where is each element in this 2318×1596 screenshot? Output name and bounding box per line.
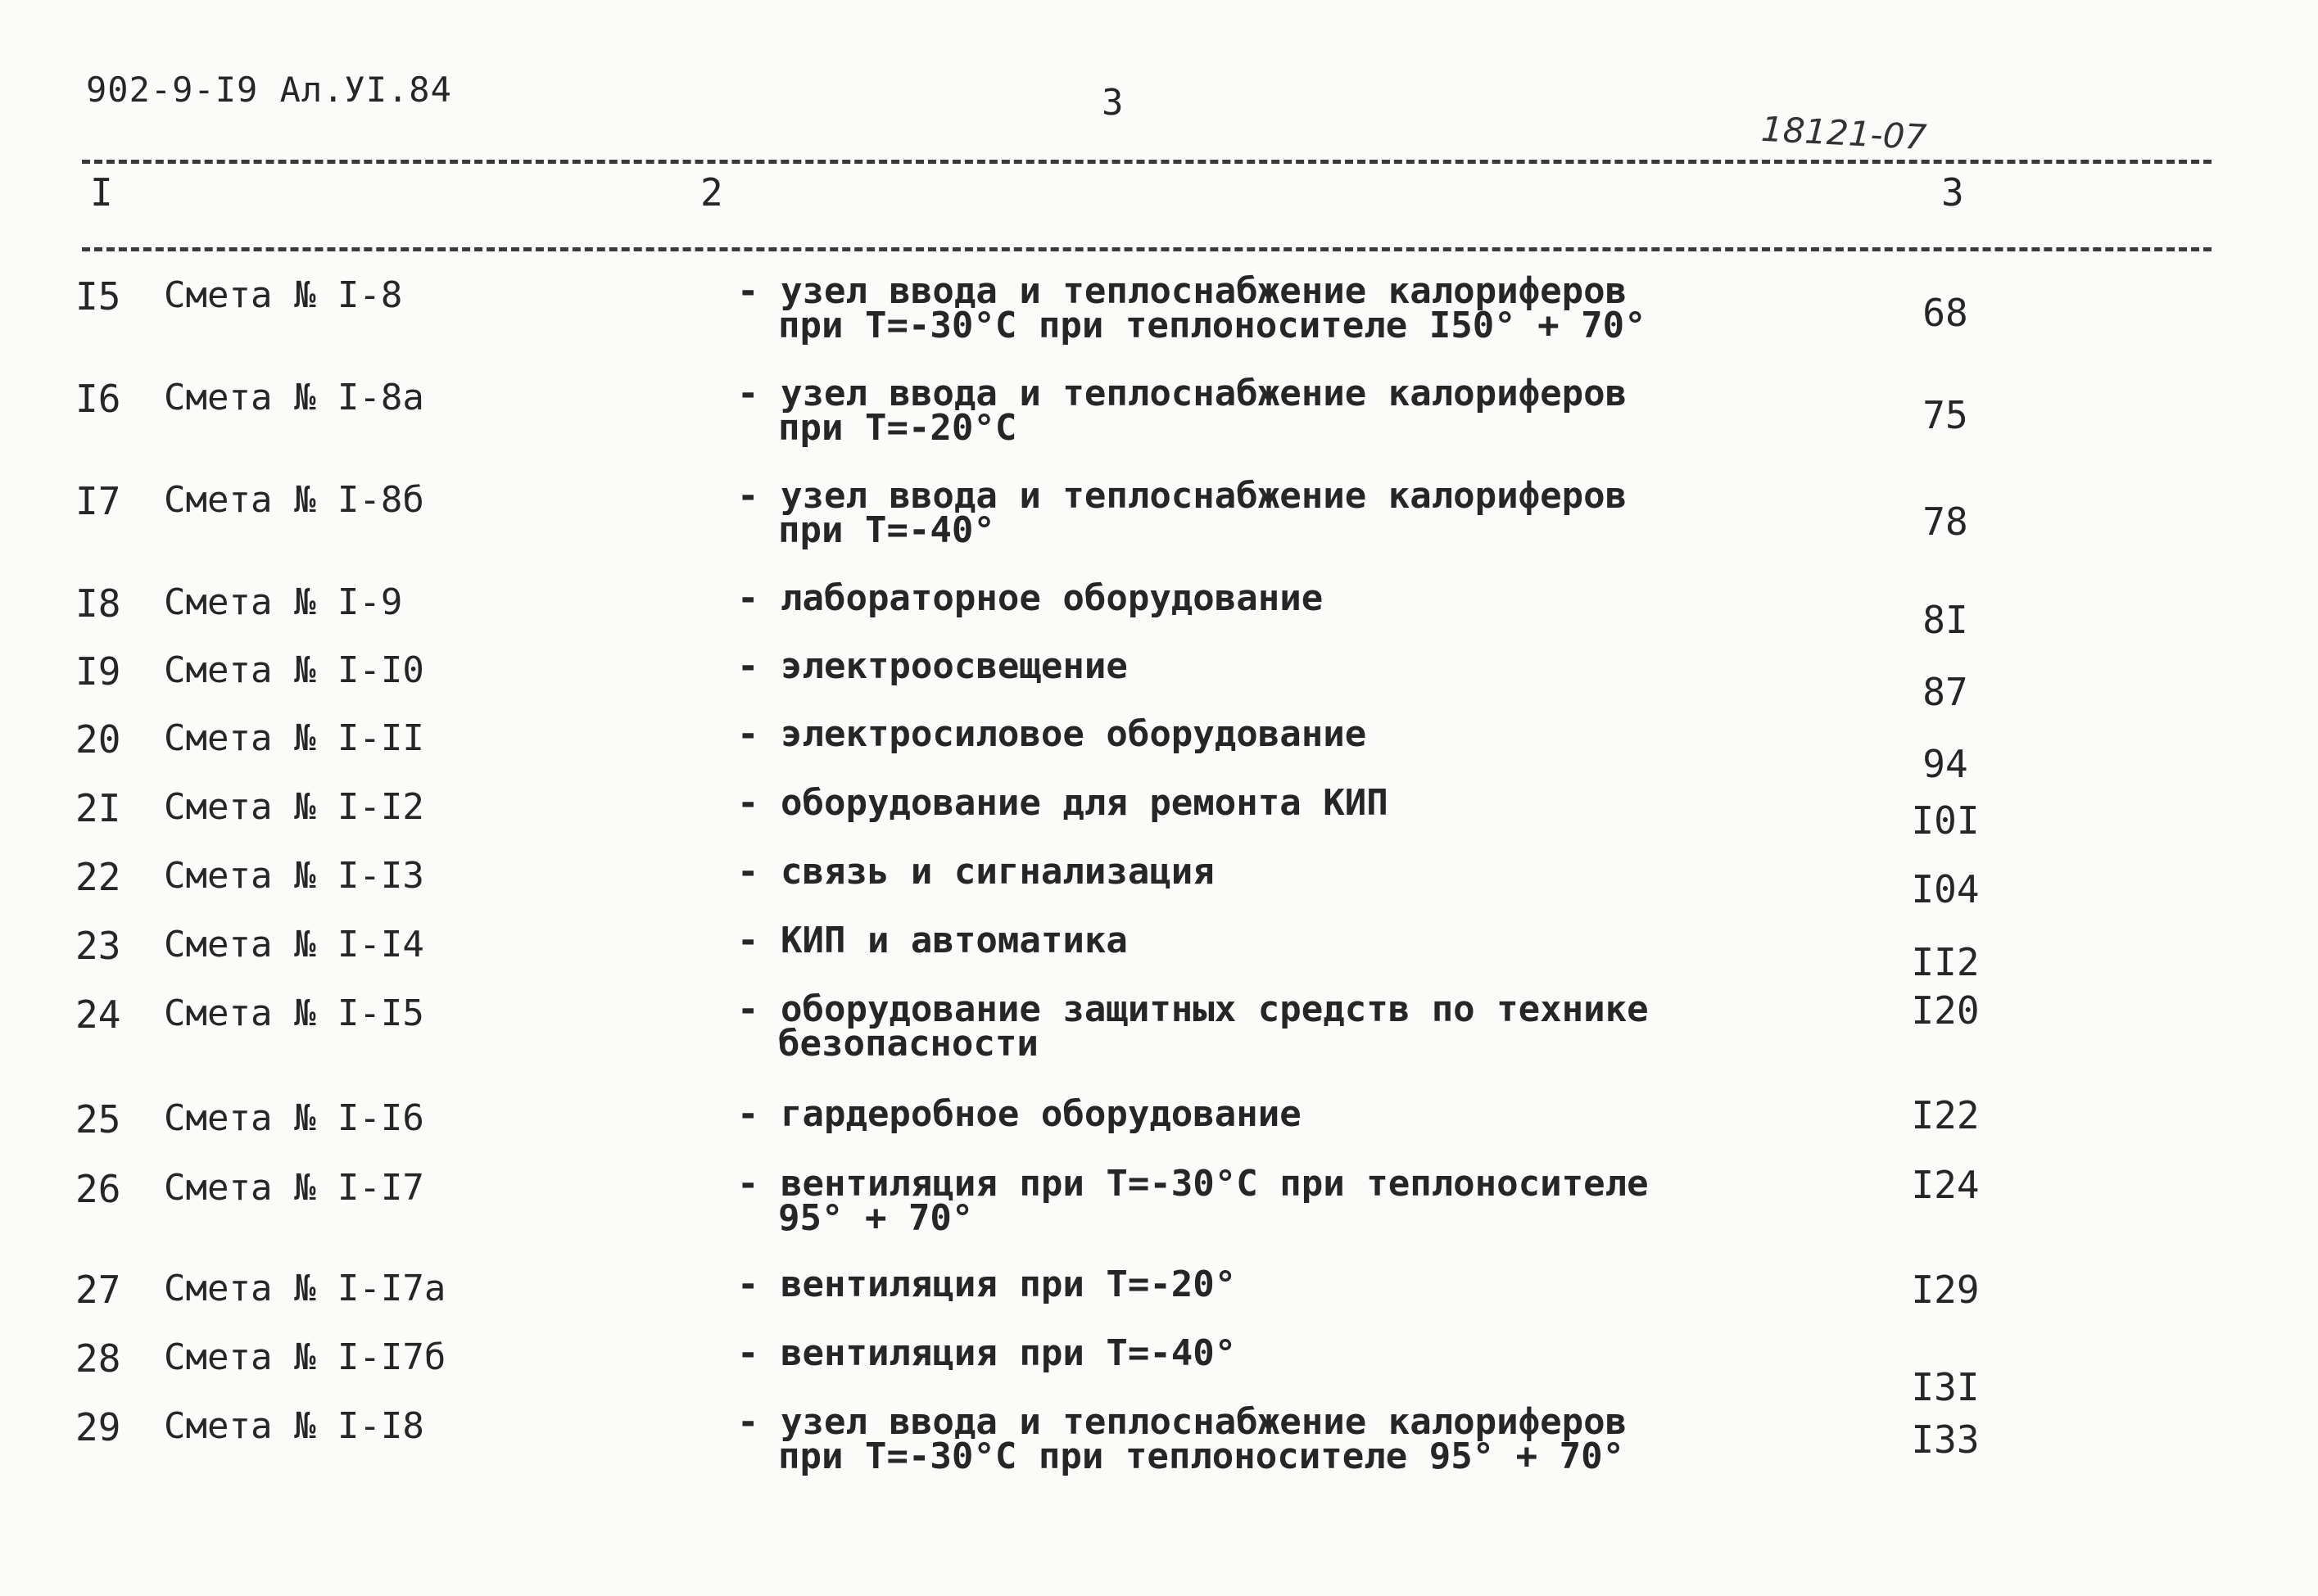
row-description	[737, 851, 1215, 893]
row-number: 26	[75, 1167, 121, 1211]
row-number: I8	[75, 581, 121, 626]
page-reference: I0I	[1911, 798, 1980, 843]
header-dashed-rule	[82, 247, 2212, 251]
row-number: 20	[75, 717, 121, 762]
row-description	[737, 988, 1649, 1065]
row-description	[737, 270, 1646, 346]
row-number: I7	[75, 479, 121, 523]
page-reference: I3I	[1911, 1365, 1980, 1409]
row-description	[737, 373, 1628, 449]
document-code: 902-9-I9 Ал.УI.84	[86, 70, 452, 110]
estimate-reference: Смета № I-I6	[164, 1097, 424, 1139]
description-line-2: 95° + 70°	[778, 1197, 974, 1239]
description-line-2: при Т=-30°С при теплоносителе I50° + 70°	[778, 305, 1646, 346]
estimate-reference: Смета № I-I7б	[164, 1336, 446, 1378]
page-reference: I24	[1911, 1163, 1980, 1207]
column-header-1: I	[90, 170, 113, 215]
page-reference: II2	[1911, 940, 1980, 984]
estimate-reference: Смета № I-I0	[164, 649, 424, 691]
estimate-reference: Смета № I-I8	[164, 1405, 424, 1447]
estimate-reference: Смета № I-8б	[164, 479, 424, 521]
estimate-reference: Смета № I-I3	[164, 855, 424, 897]
row-number: 27	[75, 1268, 121, 1312]
page-reference: 68	[1922, 291, 1968, 335]
page-reference: 94	[1922, 742, 1968, 786]
row-number: 24	[75, 992, 121, 1037]
estimate-reference: Смета № I-I2	[164, 786, 424, 828]
row-description	[737, 713, 1367, 755]
top-dashed-rule	[82, 160, 2212, 164]
row-description	[737, 920, 1128, 961]
description-line-1: - вентиляция при Т=-40°	[737, 1332, 1237, 1374]
row-description	[737, 782, 1388, 824]
page-reference: I29	[1911, 1268, 1980, 1312]
row-description	[737, 577, 1324, 619]
description-line-1: - оборудование для ремонта КИП	[737, 782, 1388, 824]
estimate-reference: Смета № I-I5	[164, 992, 424, 1034]
description-line-2: при Т=-30°С при теплоносителе 95° + 70°	[778, 1435, 1625, 1477]
description-line-2: при Т=-40°	[778, 509, 995, 551]
row-number: 22	[75, 855, 121, 899]
description-line-1: - связь и сигнализация	[737, 851, 1215, 893]
row-description	[737, 1093, 1302, 1135]
page-reference: 87	[1922, 670, 1968, 714]
description-line-1: - оборудование защитных средств по технике	[737, 988, 1649, 1030]
page-reference: I22	[1911, 1093, 1980, 1137]
row-number: I6	[75, 377, 121, 421]
page-reference: I33	[1911, 1417, 1980, 1462]
page-reference: 78	[1922, 500, 1968, 544]
page-reference: I20	[1911, 988, 1980, 1033]
estimate-reference: Смета № I-I7а	[164, 1268, 446, 1309]
row-description	[737, 645, 1128, 687]
description-line-1: - узел ввода и теплоснабжение калориферов	[737, 373, 1628, 414]
description-line-2: при Т=-20°С	[778, 407, 1017, 449]
row-number: I5	[75, 274, 121, 319]
estimate-reference: Смета № I-8	[164, 274, 403, 316]
estimate-reference: Смета № I-II	[164, 717, 424, 759]
page-number: 3	[1102, 82, 1124, 124]
handwritten-note: 18121-07	[1759, 108, 1928, 158]
description-line-1: - гардеробное оборудование	[737, 1093, 1302, 1135]
description-line-1: - узел ввода и теплоснабжение калориферов	[737, 475, 1628, 517]
column-header-2: 2	[700, 170, 723, 215]
description-line-1: - электросиловое оборудование	[737, 713, 1367, 755]
row-description	[737, 475, 1628, 551]
row-number: I9	[75, 649, 121, 694]
description-line-1: - лабораторное оборудование	[737, 577, 1324, 619]
row-number: 28	[75, 1336, 121, 1381]
description-line-1: - узел ввода и теплоснабжение калориферов	[737, 270, 1628, 312]
row-number: 25	[75, 1097, 121, 1142]
estimate-reference: Смета № I-9	[164, 581, 403, 623]
description-line-1: - вентиляция при Т=-30°С при теплоносителе	[737, 1163, 1649, 1205]
column-header-3: 3	[1941, 170, 1964, 215]
estimate-reference: Смета № I-I4	[164, 924, 424, 965]
row-description	[737, 1163, 1649, 1239]
estimate-reference: Смета № I-I7	[164, 1167, 424, 1209]
row-description	[737, 1264, 1237, 1305]
page-reference: 8I	[1922, 598, 1968, 642]
description-line-2: безопасности	[778, 1023, 1039, 1065]
description-line-1: - электроосвещение	[737, 645, 1128, 687]
row-description	[737, 1332, 1237, 1374]
description-line-1: - вентиляция при Т=-20°	[737, 1264, 1237, 1305]
row-number: 23	[75, 924, 121, 968]
estimate-reference: Смета № I-8а	[164, 377, 424, 418]
row-description	[737, 1401, 1628, 1477]
page-reference: I04	[1911, 867, 1980, 911]
description-line-1: - узел ввода и теплоснабжение калориферов	[737, 1401, 1628, 1443]
row-number: 2I	[75, 786, 121, 830]
row-number: 29	[75, 1405, 121, 1449]
page-reference: 75	[1922, 393, 1968, 437]
description-line-1: - КИП и автоматика	[737, 920, 1128, 961]
